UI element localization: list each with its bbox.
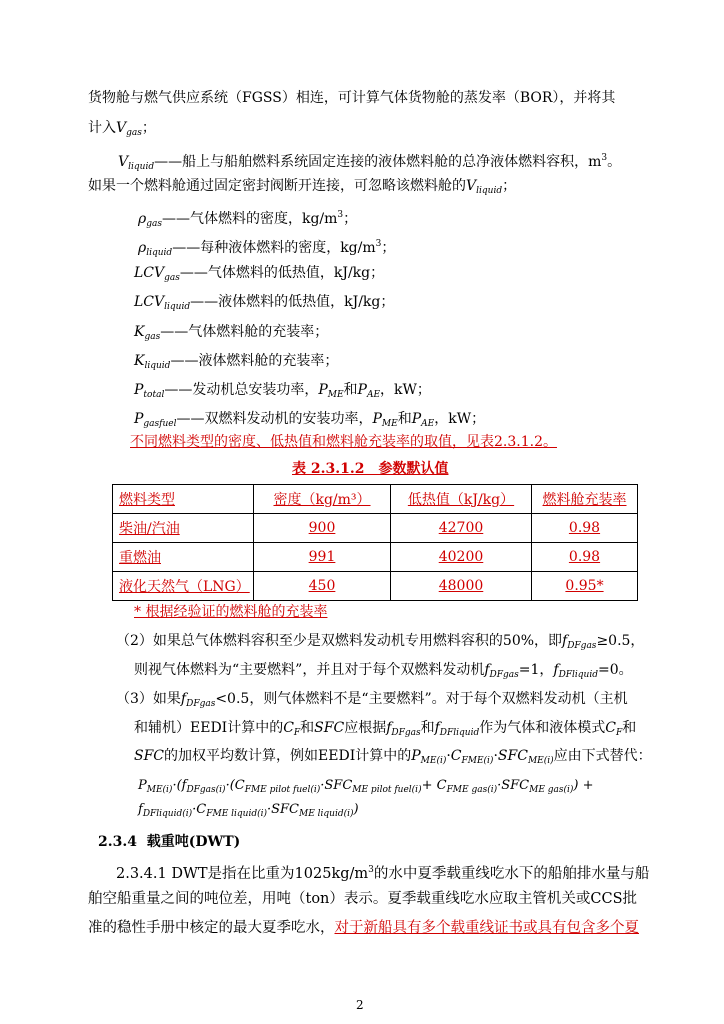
table-cell: 柴油/汽油 bbox=[113, 514, 254, 543]
table-cell: 0.98 bbox=[532, 514, 638, 543]
item2-line1: （2）如果总气体燃料容积至少是双燃料发动机专用燃料容积的50%，即$f_{DFgas}\ge 0.5$， bbox=[116, 633, 645, 651]
vliquid-definition-line2: 如果一个燃料舱通过固定密封阀断开连接，可忽略该燃料舱的$V_{liquid}$； bbox=[88, 178, 517, 196]
item3-line3: SFC的加权平均数计算，例如EEDI计算中的$P_{ME(i)}\cdot C_{FME(i)}\cdot SFC_{ME(i)}$应由下式替代： bbox=[134, 748, 652, 766]
table-caption: 表 2.3.1.2 参数默认值 bbox=[292, 461, 449, 477]
table-cell: 重燃油 bbox=[113, 543, 254, 572]
formula-line1: $P_{ME(i)}\cdot(f_{DFgas(i)}\cdot(C_{FME pilot fuel(i)}\cdot SFC_{ME pilot fuel(i)}+ C_{FME gas(i)}\cdot SFC_{ME gas(i)})$ + bbox=[138, 778, 594, 795]
item2-line2: 则视气体燃料为“主要燃料”，并且对于每个双燃料发动机$f_{DFgas}=1$，$f_{DFliquid}=0$。 bbox=[134, 662, 633, 680]
dwt-line1: 2.3.4.1 DWT是指在比重为$1025kg/m^3$的水中夏季载重线吃水下的船舶排水量与船 bbox=[116, 865, 650, 882]
table-cell: 0.98 bbox=[532, 543, 638, 572]
table-row bbox=[113, 543, 638, 572]
item3-line2: 和辅机）EEDI计算中的$C_F$和SFC应根据$f_{DFgas}$和$f_{DFliquid}$作为气体和液体模式$C_F$和 bbox=[134, 720, 637, 738]
def-p-gasfuel: $P_{gasfuel}——$双燃料发动机的安装功率，$P_{ME}$和$P_{AE}$，kW； bbox=[134, 411, 486, 429]
page-number: 2 bbox=[356, 998, 364, 1012]
def-lcv-liquid: $LCV_{liquid}——$液体燃料的低热值，kJ/kg； bbox=[134, 294, 395, 312]
table-row bbox=[113, 514, 638, 543]
table-header-cell: 低热值（kJ/kg） bbox=[391, 485, 532, 514]
def-k-liquid: $K_{liquid}——$液体燃料舱的充装率； bbox=[134, 353, 339, 371]
def-rho-gas: $\rho_{gas}——$气体燃料的密度，$kg/m^3$； bbox=[138, 210, 358, 229]
section-heading: 2.3.4 载重吨(DWT) bbox=[98, 834, 241, 850]
table-cell: 0.95* bbox=[532, 572, 638, 601]
para1-line1: 货物舱与燃气供应系统（FGSS）相连，可计算气体货物舱的蒸发率（BOR），并将其 bbox=[88, 90, 616, 106]
dwt-line2: 舶空船重量之间的吨位差，用吨（ton）表示。夏季载重线吃水应取主管机关或CCS批 bbox=[88, 891, 638, 907]
table-cell: 450 bbox=[254, 572, 391, 601]
formula-line2: $f_{DFliquid(i)}\cdot C_{FME liquid(i)}\cdot SFC_{ME liquid(i)}$) bbox=[138, 802, 359, 819]
table-header-cell: 燃料舱充装率 bbox=[532, 485, 638, 514]
table-header-cell: 密度（kg/m³） bbox=[254, 485, 391, 514]
table-cell: 991 bbox=[254, 543, 391, 572]
table-cell: 900 bbox=[254, 514, 391, 543]
dwt-red-highlight: 对于新船具有多个载重线证书或具有包含多个夏 bbox=[334, 920, 639, 936]
item3-line1: （3）如果$f_{DFgas}<0.5$，则气体燃料不是“主要燃料”。对于每个双燃料发动机（主机 bbox=[116, 691, 628, 709]
table-header-row bbox=[113, 485, 638, 514]
table-cell: 42700 bbox=[391, 514, 532, 543]
para1-line2: 计入$V_{gas}$； bbox=[88, 120, 156, 138]
table-header-cell: 燃料类型 bbox=[113, 485, 254, 514]
table-cell: 液化天然气（LNG） bbox=[113, 572, 254, 601]
table-cell: 40200 bbox=[391, 543, 532, 572]
table-footnote: * 根据经验证的燃料舱的充装率 bbox=[134, 604, 328, 620]
table-cell: 48000 bbox=[391, 572, 532, 601]
def-p-total: $P_{total}——$发动机总安装功率，$P_{ME}$和$P_{AE}$，kW； bbox=[134, 382, 431, 400]
table-reference-note: 不同燃料类型的密度、低热值和燃料舱充装率的取值，见表2.3.1.2。 bbox=[130, 434, 557, 450]
table-row bbox=[113, 572, 638, 601]
def-lcv-gas: $LCV_{gas}——$气体燃料的低热值，kJ/kg； bbox=[134, 265, 385, 283]
def-rho-liquid: $\rho_{liquid}——$每种液体燃料的密度，$kg/m^3$； bbox=[138, 239, 396, 258]
parameter-defaults-table bbox=[112, 484, 638, 601]
vliquid-definition: $V_{liquid}——$船上与船舶燃料系统固定连接的液体燃料舱的总净液体燃料容积，$m^3$。 bbox=[118, 153, 622, 172]
def-k-gas: $K_{gas}——$气体燃料舱的充装率； bbox=[134, 324, 329, 342]
dwt-line3: 准的稳性手册中核定的最大夏季吃水，对于新船具有多个载重线证书或具有包含多个夏 bbox=[88, 920, 639, 936]
